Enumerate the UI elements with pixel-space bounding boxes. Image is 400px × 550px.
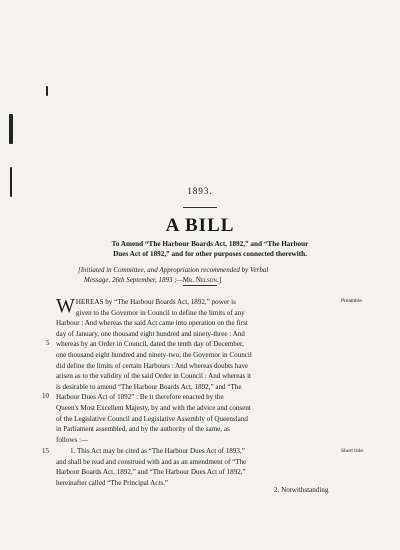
- margin-note-preamble: Preamble.: [341, 298, 364, 304]
- preamble-text: [56, 297, 339, 445]
- session-year: 1893.: [187, 186, 213, 196]
- long-title-line: To Amend “The Harbour Boards Act, 1892,” and “The Harbour: [111, 240, 309, 248]
- preamble-line: Queen's Most Excellent Majesty, by and with the advice and consent: [56, 403, 251, 412]
- preamble-line: arisen as to the validity of the said Order in Council : And whereas it: [56, 372, 252, 381]
- preamble-line: HEREAS by “The Harbour Boards Act, 1892,” power is: [75, 298, 236, 306]
- line-number: 10: [42, 392, 49, 400]
- long-title-line: Dues Act of 1892,” and for other purposes connected therewith.: [113, 249, 307, 258]
- preamble-line: given to the Governor in Council to define the limits of any: [75, 308, 245, 317]
- initiation-note: [78, 266, 348, 285]
- margin-note-short-title: Short title.: [341, 448, 365, 454]
- binding-mark: [9, 114, 13, 144]
- clause-1-text: [56, 446, 339, 488]
- clause-line: 1. This Act may be cited as “The Harbour Dues Act of 1893,”: [70, 447, 245, 455]
- preamble-line: whereas by an Order in Council, dated the tenth day of December,: [56, 340, 244, 349]
- long-title: [60, 240, 360, 259]
- clause-line: Harbour Boards Act, 1892,” and “The Harbour Dues Act of 1892,”: [56, 468, 246, 477]
- preamble-line: is desirable to amend “The Harbour Boards Act, 1892,” and “The: [56, 382, 242, 391]
- preamble-line: one thousand eight hundred and ninety-two, the Governor in Council: [56, 350, 252, 359]
- preamble-line: follows :—: [56, 435, 89, 444]
- preamble-line: Harbour : And whereas the said Act came into operation on the first: [56, 319, 248, 328]
- initiation-text: Message, 26th September, 1893 ;—: [84, 275, 183, 284]
- line-number: 15: [42, 447, 49, 455]
- initiation-signature: Mr. Nelson.]: [182, 275, 222, 284]
- line-number: 5: [46, 339, 50, 347]
- initiation-line: [Initiated in Committee, and Appropriation recommended by Verbal: [78, 266, 269, 274]
- divider: [183, 207, 217, 208]
- divider: [183, 285, 217, 286]
- binding-mark: [46, 86, 48, 96]
- clause-line: and shall be read and construed with and as an amendment of “The: [56, 457, 247, 466]
- preamble-line: day of January, one thousand eight hundred and ninety-three : And: [56, 329, 245, 338]
- preamble-line: of the Legislative Council and Legislative Assembly of Queensland: [56, 414, 248, 423]
- preamble-line: Harbour Dues Act of 1892” : Be it therefore enacted by the: [56, 393, 224, 402]
- preamble-line: in Parliament assembled, and by the authority of the same, as: [56, 425, 230, 434]
- initiation-line: [78, 276, 348, 286]
- bill-title: A BILL: [165, 215, 235, 236]
- catchword: 2. Notwithstanding: [274, 486, 329, 494]
- preamble-line: did define the limits of certain Harbours : And whereas doubts have: [56, 361, 249, 370]
- clause-line: hereinafter called “The Principal Acts.”: [56, 478, 169, 487]
- drop-cap: W: [56, 295, 75, 317]
